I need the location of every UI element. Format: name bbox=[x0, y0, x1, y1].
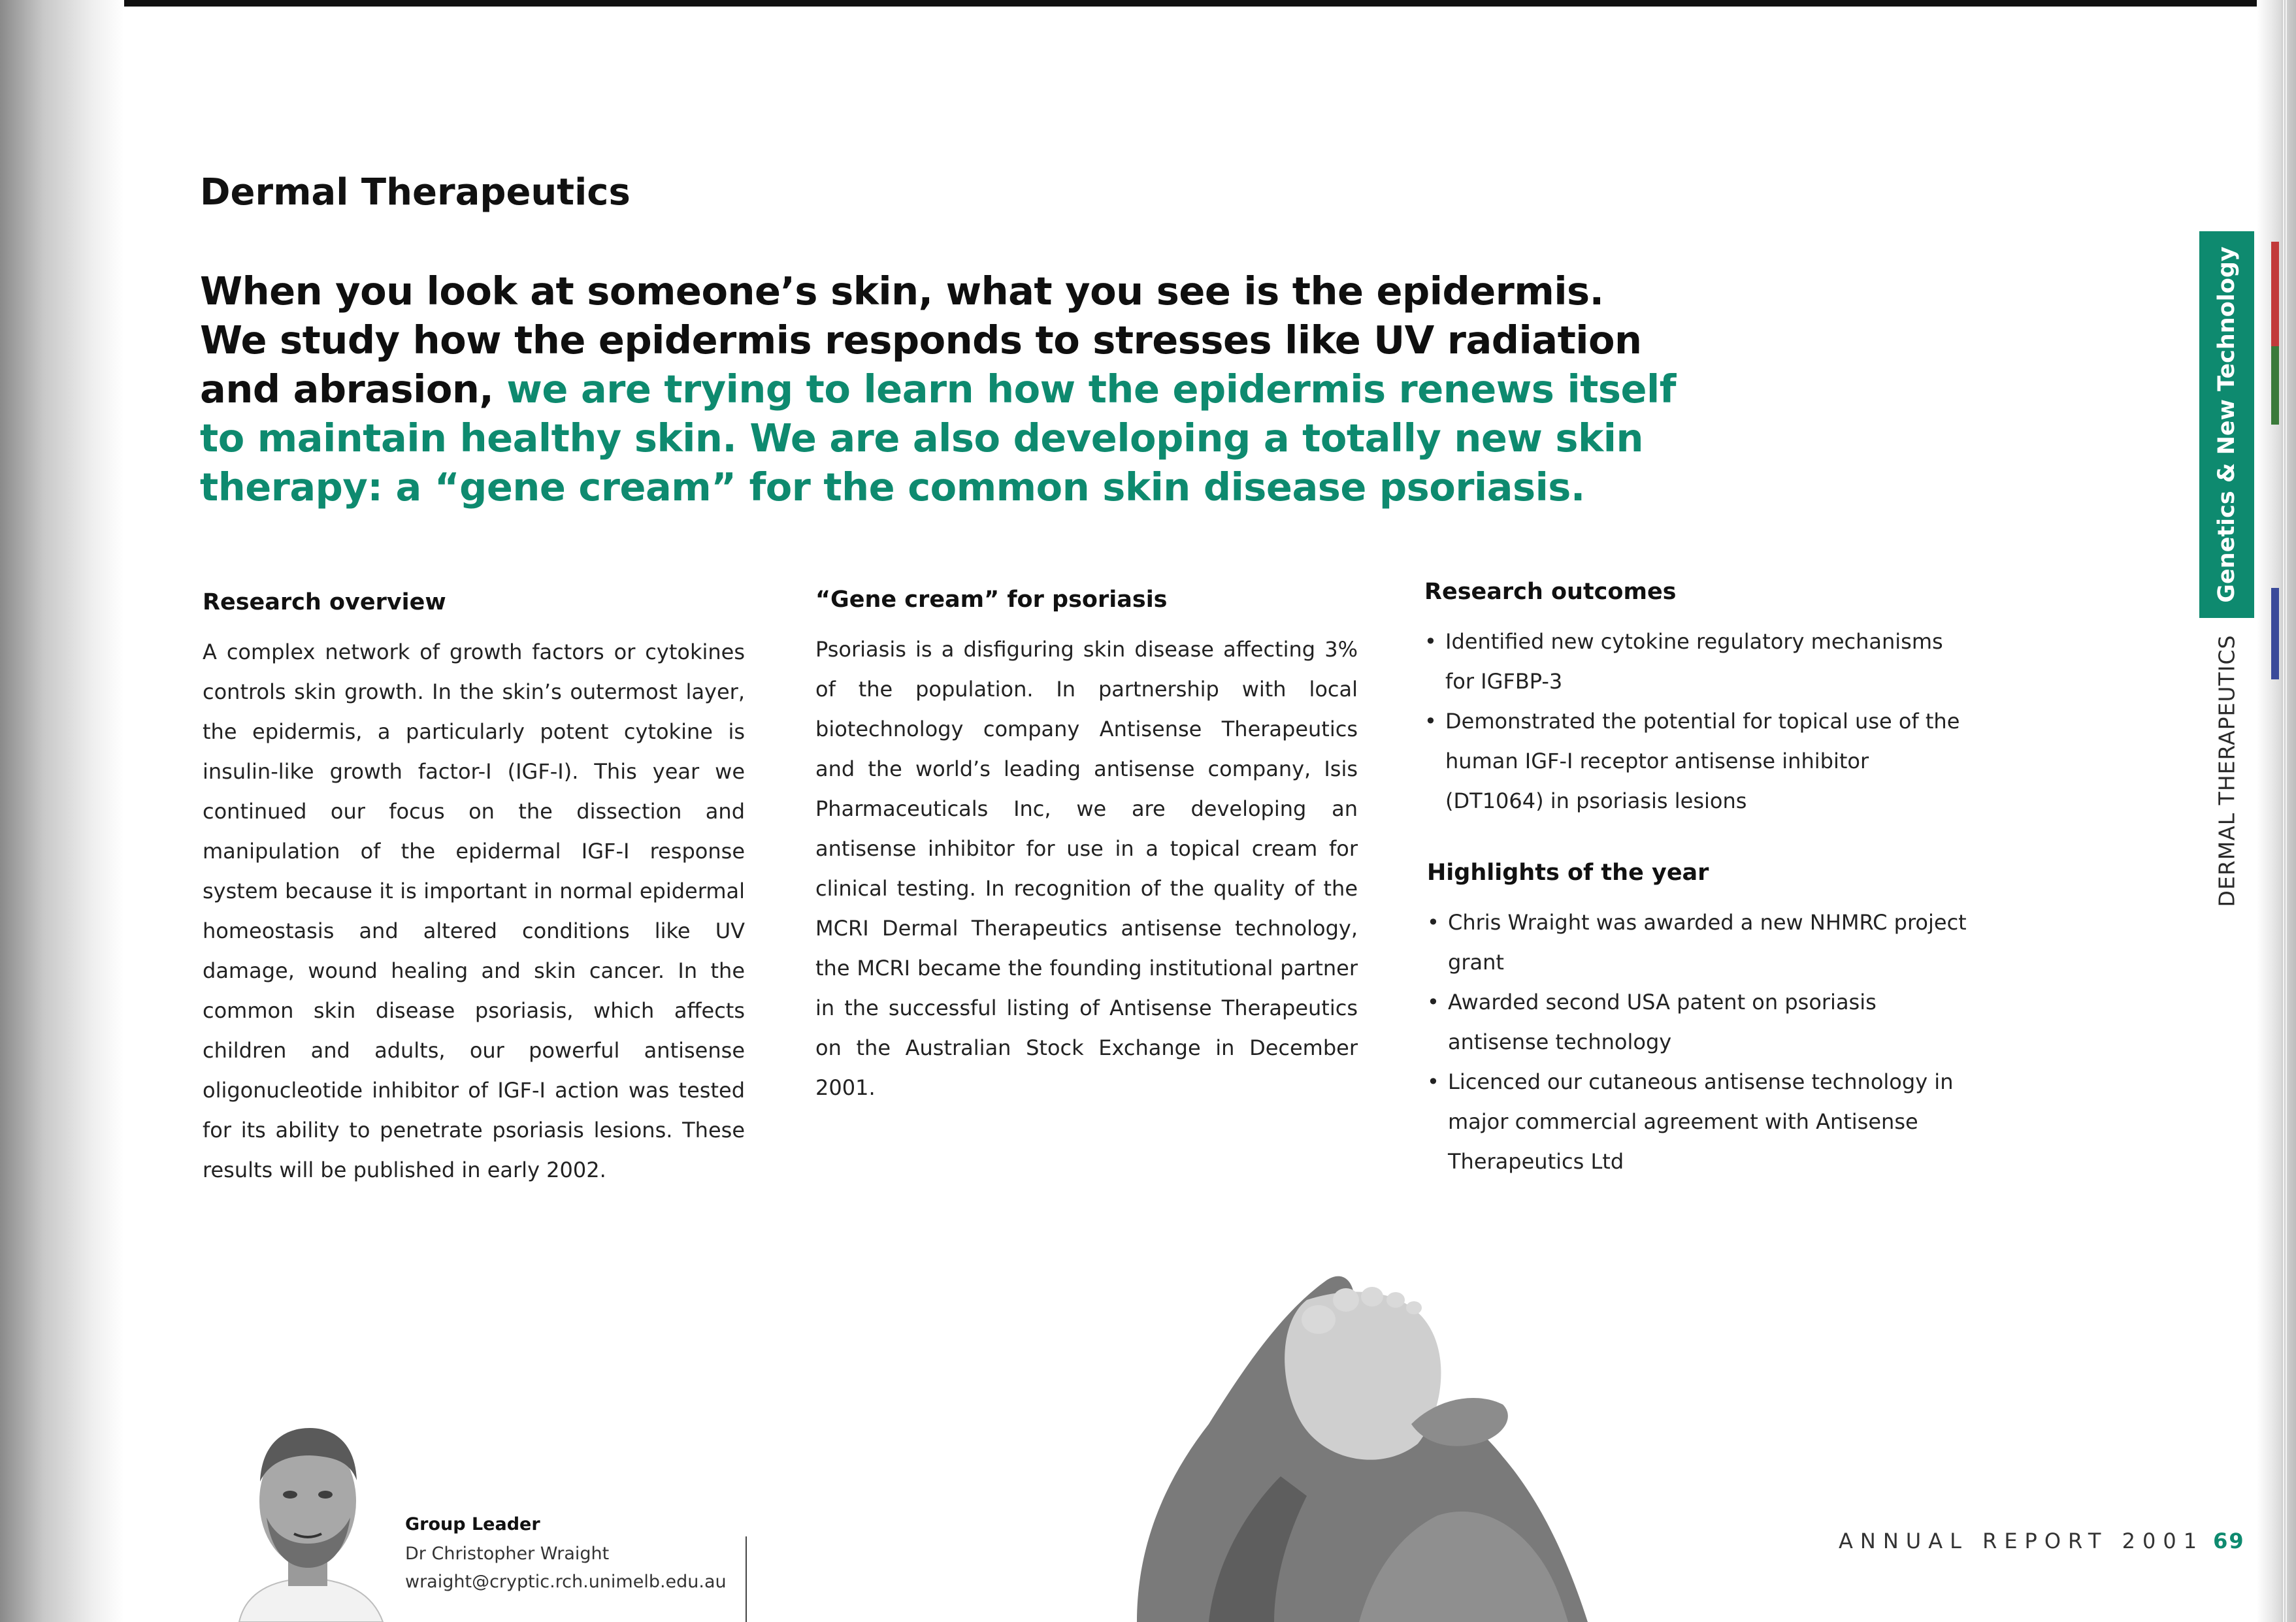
research-outcomes-list bbox=[1424, 622, 1973, 821]
research-outcomes-heading: Research outcomes bbox=[1424, 579, 1677, 605]
list-item: • Awarded second USA patent on psoriasis antisense technology bbox=[1427, 982, 1976, 1062]
edge-tab-blue bbox=[2271, 588, 2279, 679]
page-number: 69 bbox=[2213, 1529, 2245, 1553]
gene-cream-heading: “Gene cream” for psoriasis bbox=[815, 587, 1168, 613]
research-overview-body: A complex network of growth factors or cytokines controls skin growth. In the skin’s outermost layer, the epidermis, a particularly potent cytokine is insulin-like growth factor-I (IGF-I). This year we continued our focus on the dissection and manipulation of the epidermal IGF-I response system because it is important in normal epidermal homeostasis and altered conditions like UV damage, wound healing and skin cancer. In the common skin disease psoriasis, which affects children and adults, our powerful antisense oligonucleotide inhibitor of IGF-I action was tested for its ability to penetrate psoriasis lesions. These results will be published in early 2002. bbox=[203, 640, 745, 1182]
side-section-label bbox=[2203, 634, 2250, 907]
research-overview-column bbox=[203, 589, 745, 1190]
hands-holding-baby-foot-image bbox=[1111, 1208, 1594, 1622]
lead-accent-text: we are trying to learn how the epidermis renews itself to maintain healthy skin. We are also developing a totally new skin therapy: a “gene cream” for the common skin disease psoriasis. bbox=[200, 366, 1676, 510]
list-item: • Demonstrated the potential for topical use of the human IGF-I receptor antisense inhibitor (DT1064) in psoriasis lesions bbox=[1424, 702, 1973, 821]
group-leader-photo bbox=[226, 1403, 389, 1622]
page-stack-edge bbox=[2282, 0, 2288, 1622]
group-leader-block bbox=[405, 1514, 727, 1600]
page-gutter-shadow bbox=[0, 0, 124, 1622]
side-section-label-text: DERMAL THERAPEUTICS bbox=[2214, 634, 2240, 907]
section-tab-label: Genetics & New Technology bbox=[2214, 246, 2240, 603]
lead-paragraph bbox=[200, 267, 1677, 511]
edge-tab-red bbox=[2271, 242, 2279, 346]
research-outcomes-column bbox=[1424, 579, 1973, 821]
list-item: • Identified new cytokine regulatory mechanisms for IGFBP-3 bbox=[1424, 622, 1973, 702]
divider-rule bbox=[746, 1536, 747, 1622]
leader-email-link[interactable]: wraight@cryptic.rch.unimelb.edu.au bbox=[405, 1572, 727, 1592]
research-overview-heading: Research overview bbox=[203, 589, 446, 615]
highlights-list bbox=[1427, 903, 1976, 1182]
edge-tab-green bbox=[2271, 346, 2279, 425]
gene-cream-body: Psoriasis is a disfiguring skin disease affecting 3% of the population. In partnership with local biotechnology company Antisense Therapeutics and the world’s leading antisense company, Isis Pharmaceuticals Inc, we are developing an antisense inhibitor for use in a topical cream for clinical testing. In recognition of the quality of the MCRI Dermal Therapeutics antisense technology, the MCRI became the founding institutional partner in the successful listing of Antisense Therapeutics on the Australian Stock Exchange in December 2001. bbox=[815, 637, 1358, 1100]
leader-role: Group Leader bbox=[405, 1514, 540, 1534]
gene-cream-column bbox=[815, 587, 1358, 1108]
highlights-column bbox=[1427, 860, 1976, 1182]
section-tab-genetics[interactable] bbox=[2199, 231, 2254, 618]
footer-report-title: ANNUAL REPORT 2001 bbox=[1839, 1529, 2205, 1553]
scan-top-edge bbox=[0, 0, 2296, 7]
leader-name: Dr Christopher Wraight bbox=[405, 1544, 610, 1564]
section-title: Dermal Therapeutics bbox=[200, 171, 631, 214]
page-footer bbox=[1839, 1529, 2245, 1553]
list-item: • Chris Wraight was awarded a new NHMRC project grant bbox=[1427, 903, 1976, 982]
highlights-heading: Highlights of the year bbox=[1427, 860, 1709, 886]
lead-plain-text: When you look at someone’s skin, what you see is the epidermis. We study how the epidermis responds to stresses like UV radiation and abrasion, bbox=[200, 268, 1642, 412]
list-item: • Licenced our cutaneous antisense technology in major commercial agreement with Antisense Therapeutics Ltd bbox=[1427, 1062, 1976, 1182]
